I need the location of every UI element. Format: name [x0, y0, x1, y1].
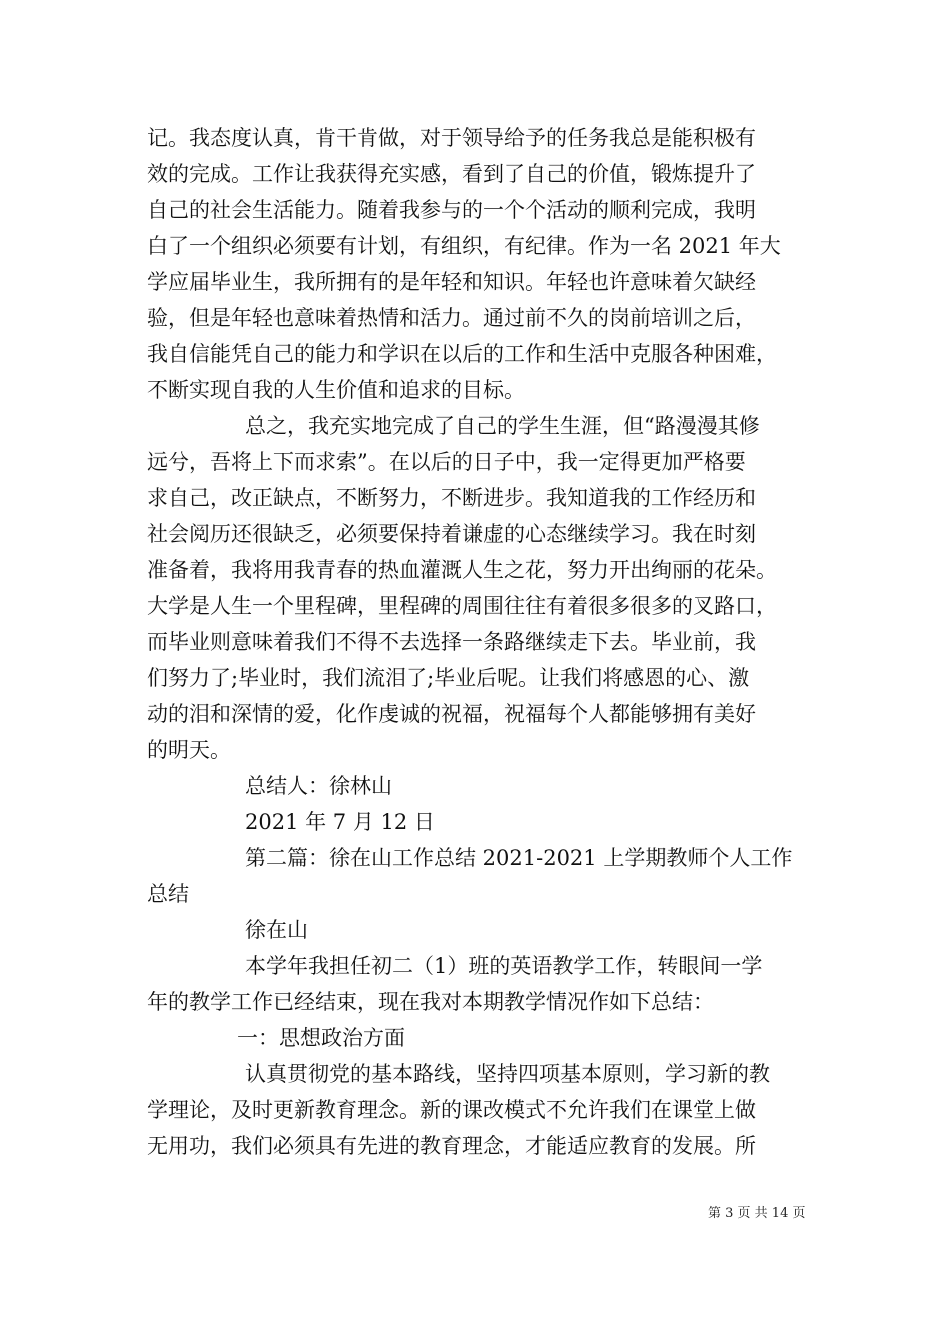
text-line: 白了一个组织必须要有计划，有组织，有纪律。作为一名 2021 年大 — [147, 234, 781, 258]
text-line: 第二篇：徐在山工作总结 2021-2021 上学期教师个人工作 — [245, 846, 793, 870]
text-line: 无用功，我们必须具有先进的教育理念，才能适应教育的发展。所 — [147, 1134, 756, 1158]
text-line: 年的教学工作已经结束，现在我对本期教学情况作如下总结： — [147, 990, 714, 1014]
text-line: 我自信能凭自己的能力和学识在以后的工作和生活中克服各种困难， — [147, 342, 777, 366]
text-line: 认真贯彻党的基本路线，坚持四项基本原则，学习新的教 — [245, 1062, 770, 1086]
text-line: 不断实现自我的人生价值和追求的目标。 — [147, 378, 525, 402]
text-line: 总结 — [147, 882, 189, 906]
text-line: 总之，我充实地完成了自己的学生生涯，但“路漫漫其修 — [245, 414, 760, 438]
text-line: 记。我态度认真，肯干肯做，对于领导给予的任务我总是能积极有 — [147, 126, 756, 150]
text-line: 大学是人生一个里程碑，里程碑的周围往往有着很多很多的叉路口， — [147, 594, 777, 618]
text-line: 总结人：徐林山 — [245, 774, 392, 798]
text-line: 本学年我担任初二（1）班的英语教学工作，转眼间一学 — [245, 954, 763, 978]
text-line: 效的完成。工作让我获得充实感，看到了自己的价值，锻炼提升了 — [147, 162, 756, 186]
page-footer: 第 3 页 共 14 页 — [708, 1206, 806, 1221]
text-line: 自己的社会生活能力。随着我参与的一个个活动的顺利完成，我明 — [147, 198, 756, 222]
text-line: 动的泪和深情的爱，化作虔诚的祝福，祝福每个人都能够拥有美好 — [147, 702, 756, 726]
text-line: 学理论，及时更新教育理念。新的课改模式不允许我们在课堂上做 — [147, 1098, 756, 1122]
text-line: 学应届毕业生，我所拥有的是年轻和知识。年轻也许意味着欠缺经 — [147, 270, 756, 294]
text-line: 准备着，我将用我青春的热血灌溉人生之花，努力开出绚丽的花朵。 — [147, 558, 777, 582]
text-line: 徐在山 — [245, 918, 308, 942]
text-line: 们努力了;毕业时，我们流泪了;毕业后呢。让我们将感恩的心、激 — [147, 666, 750, 690]
text-line: 社会阅历还很缺乏，必须要保持着谦虚的心态继续学习。我在时刻 — [147, 522, 756, 546]
text-line: 远兮，吾将上下而求索”。在以后的日子中，我一定得更加严格要 — [147, 450, 746, 474]
text-line: 验，但是年轻也意味着热情和活力。通过前不久的岗前培训之后， — [147, 306, 756, 330]
text-line: 而毕业则意味着我们不得不去选择一条路继续走下去。毕业前，我 — [147, 630, 756, 654]
text-line: 一：思想政治方面 — [237, 1026, 405, 1050]
text-line: 的明天。 — [147, 738, 231, 762]
text-line: 求自己，改正缺点，不断努力，不断进步。我知道我的工作经历和 — [147, 486, 756, 510]
text-line: 2021 年 7 月 12 日 — [245, 810, 435, 834]
